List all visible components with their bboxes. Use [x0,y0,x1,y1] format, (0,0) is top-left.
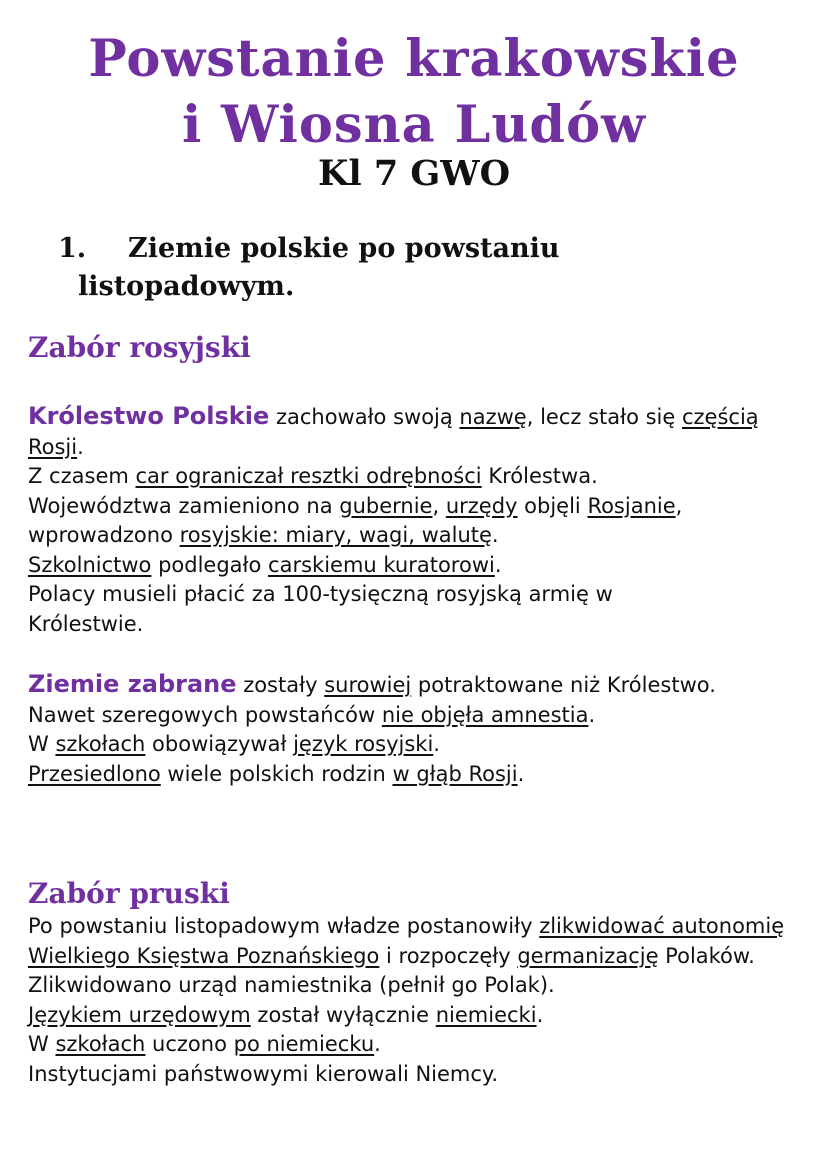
underlined-text: Rosjanie [587,493,676,518]
underlined-text: szkołach [55,732,146,756]
underlined-text: rosyjskie: miary, wagi, walutę [179,523,492,547]
zabor-rosyjski-heading: Zabór rosyjski [28,331,251,364]
text-line [28,670,718,730]
text: . [374,1032,381,1056]
title-line-1: Powstanie krakowskie [88,29,740,89]
highlight-term: Ziemie zabrane [28,670,237,698]
text: . [494,552,502,577]
underlined-text: gubernie [339,493,433,518]
text: Zlikwidowano urząd namiestnika (pełnił go Polak). [28,973,555,997]
text-line [28,1060,788,1090]
text: Polacy musieli płacić za 100-tysięczną rosyjską armię w Królestwie. [28,582,613,636]
text: Instytucjami państwowymi kierowali Niemcy. [28,1061,499,1086]
text: obowiązywał [145,732,294,756]
text: . [588,702,596,727]
text-line [28,551,808,581]
underlined-text: car ograniczał resztki odrębności [135,464,482,488]
underlined-text: Przesiedlono [28,761,161,786]
text: Królestwa. [481,464,598,488]
underlined-text: nazwę [459,405,527,429]
text: został wyłącznie [250,1002,436,1027]
text-line [28,1030,788,1060]
underlined-text: Językiem urzędowym [28,1002,251,1027]
text: . [433,732,440,756]
underlined-text: niemiecki [435,1002,537,1027]
text-line [28,462,808,492]
text: . [77,434,84,459]
text-line [28,580,728,639]
text-line [28,1001,788,1031]
text: , [675,493,683,518]
section-heading-line-1: Ziemie polskie po powstaniu [128,233,560,264]
text: zachowało swoją [269,405,460,429]
underlined-text: w głąb Rosji [392,761,518,786]
text-line [28,492,808,522]
ziemie-zabrane-paragraph [28,670,718,789]
underlined-text: język rosyjski [293,732,434,756]
text: . [491,523,499,547]
text: W [28,1032,56,1056]
underlined-text: po niemiecku [233,1032,375,1056]
text: uczono [145,1032,234,1056]
text-line [28,402,808,462]
text-line [28,912,788,971]
text-line [28,971,788,1001]
subtitle: Kl 7 GWO [317,153,511,194]
text: , [432,493,446,518]
text: wiele polskich rodzin [160,761,393,786]
underlined-text: carskiemu kuratorowi [268,552,495,577]
text: zostały [236,673,325,697]
underlined-text: nie objęła amnestia [381,702,589,727]
text: , lecz stało się [526,405,682,429]
underlined-text: Szkolnictwo [28,552,152,577]
section-heading-line-2: listopadowym. [78,271,295,302]
text: . [517,761,525,786]
text: Z czasem [28,464,136,488]
zabor-pruski-heading: Zabór pruski [28,877,230,910]
text: . [536,1002,544,1027]
text-line [28,521,808,551]
section-number: 1. [58,233,87,264]
text-line [28,730,718,760]
text-line [28,760,718,790]
text: podlegało [151,552,269,577]
text: W [28,732,56,756]
text: potraktowane niż Królestwo. Nawet szeregowych powstańców [28,673,716,727]
underlined-text: szkołach [55,1032,146,1056]
text: Po powstaniu listopadowym władze postanowiły [28,914,540,938]
section-heading [58,230,778,306]
highlight-term: Królestwo Polskie [28,402,270,430]
text: wprowadzono [28,523,180,547]
krolestwo-paragraph [28,402,808,639]
underlined-text: urzędy [445,493,518,518]
underlined-text: germanizację [517,943,659,968]
underlined-text: surowiej [324,673,412,697]
title-line-2: i Wiosna Ludów [181,95,646,155]
text: objęli [517,493,588,518]
underlined-text: częścią Rosji [28,405,759,459]
text: Województwa zamieniono na [28,493,340,518]
zabor-pruski-paragraph [28,912,788,1089]
underlined-text: zlikwidować autonomię Wielkiego Księstwa Poznańskiego [28,914,785,968]
text: Polaków. [658,943,755,968]
text: i rozpoczęły [379,943,518,968]
